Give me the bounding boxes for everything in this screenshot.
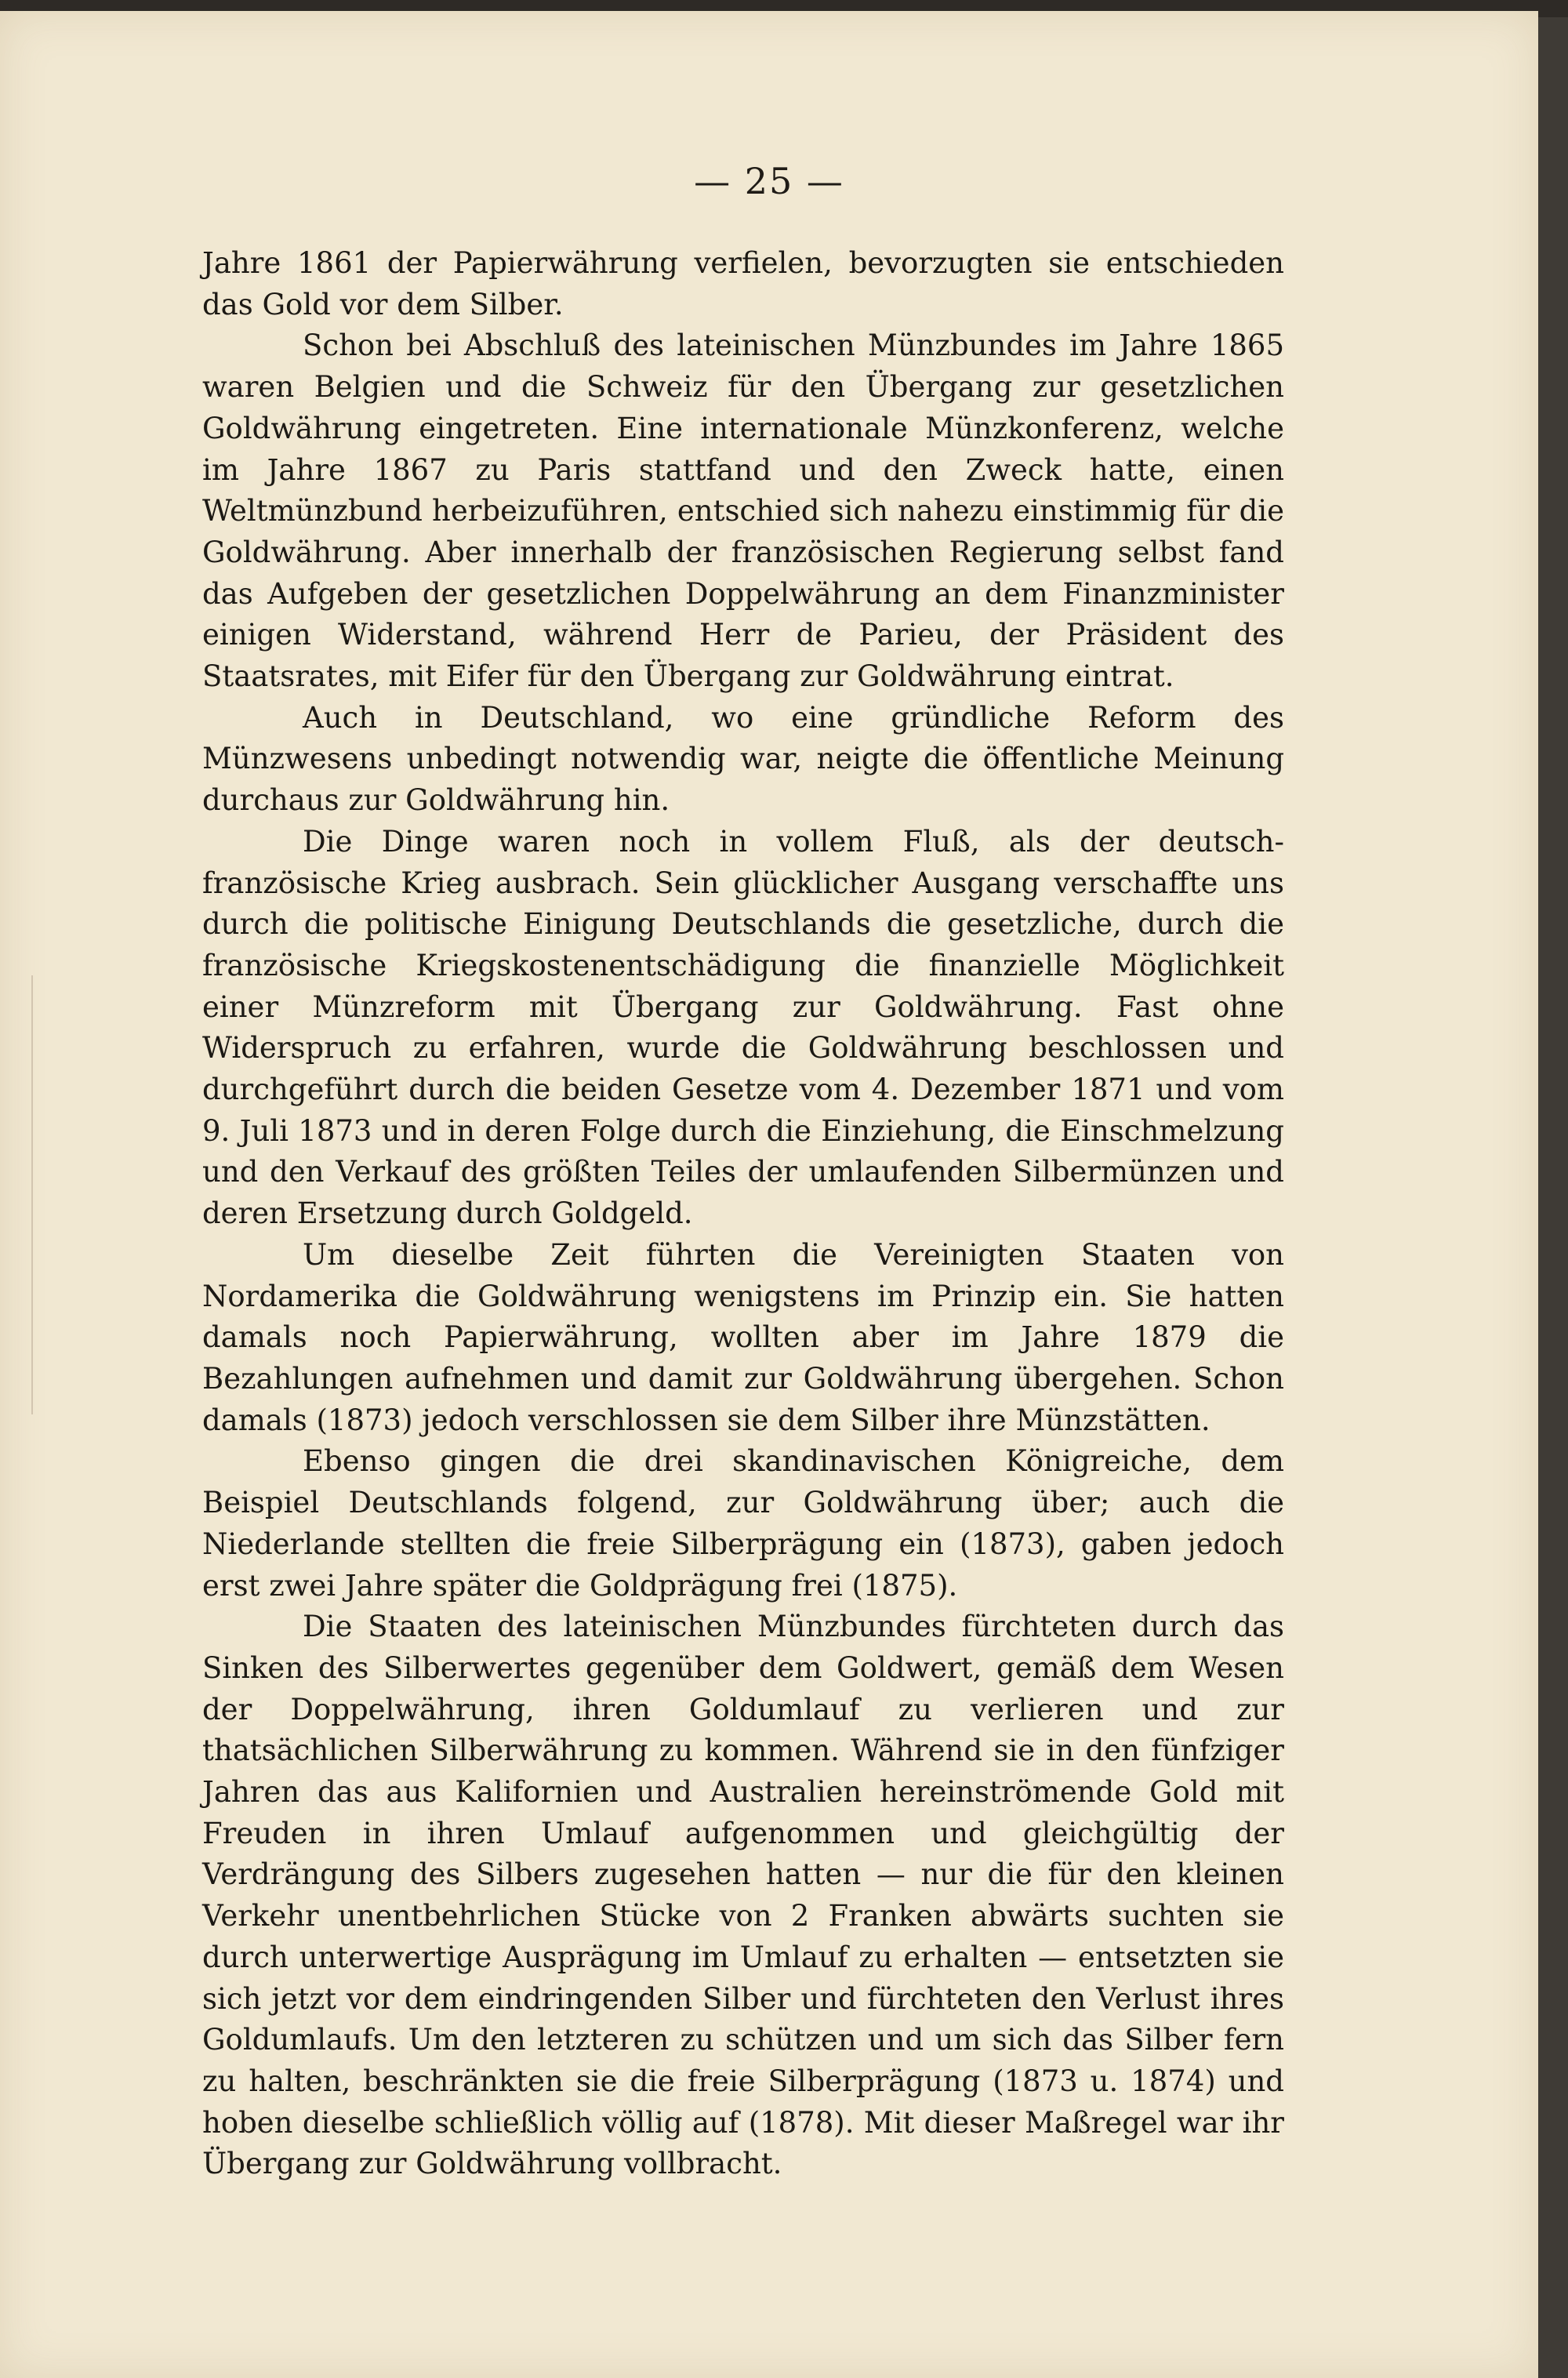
paragraph-latin-states: Die Staaten des lateinischen Münzbundes fürchteten durch das Sinken des Silberwertes gegenüber dem Goldwert, gemäß dem Wesen der Doppelwährung, ihren Goldumlauf zu verlieren und zur thatsächlichen Silberwährung zu kommen. Während sie in den fünfziger Jahren das aus Kalifornien und Australien hereinströmende Gold mit Freuden in ihren Umlauf aufgenommen und gleichgültig der Verdrängung des Silbers zugesehen hatten — nur die für den kleinen Verkehr unentbehrlichen Stücke von 2 Franken abwärts suchten sie durch unterwertige Ausprägung im Umlauf zu erhalten — entsetzten sie sich jetzt vor dem eindringenden Silber und fürchteten den Verlust ihres Goldumlaufs. Um den letzteren zu schützen und um sich das Silber fern zu halten, beschränkten sie die freie Silberprägung (1873 u. 1874) und hoben dieselbe schließlich völlig auf (1878). Mit dieser Maßregel war ihr Übergang zur Goldwährung vollbracht. (202, 1610, 1284, 2181)
paragraph-scandinavia: Ebenso gingen die drei skandinavischen Königreiche, dem Beispiel Deutschlands folgend, zur Goldwährung über; auch die Niederlande stellten die freie Silberprägung ein (1873), gaben jedoch erst zwei Jahre später die Goldprägung frei (1875). (202, 1444, 1284, 1603)
paragraph-united-states: Um dieselbe Zeit führten die Vereinigten Staaten von Nordamerika die Goldwährung wenigstens im Prinzip ein. Sie hatten damals noch Papierwährung, wollten aber im Jahre 1879 die Bezahlungen aufnehmen und damit zur Goldwährung übergehen. Schon damals (1873) jedoch verschlossen sie dem Silber ihre Münzstätten. (202, 1237, 1284, 1437)
margin-mark (31, 975, 33, 1414)
paragraph-war: Die Dinge waren noch in vollem Fluß, als der deutsch-französische Krieg ausbrach. Sein glücklicher Ausgang verschaffte uns durch die politische Einigung Deutschlands die gesetzliche, durch die französische Kriegskostenentschädigung die finanzielle Möglichkeit einer Münzreform mit Übergang zur Goldwährung. Fast ohne Widerspruch zu erfahren, wurde die Goldwährung beschlossen und durchgeführt durch die beiden Gesetze vom 4. Dezember 1871 und vom 9. Juli 1873 und in deren Folge durch die Einziehung, die Einschmelzung und den Verkauf des größten Teiles der umlaufenden Silbermünzen und deren Ersetzung durch Goldgeld. (202, 824, 1284, 1231)
paragraph-germany: Auch in Deutschland, wo eine gründliche Reform des Münzwesens unbedingt notwendig war, neigte die öffentliche Meinung durchaus zur Goldwährung hin. (202, 700, 1284, 818)
paragraph-latin-union: Schon bei Abschluß des lateinischen Münzbundes im Jahre 1865 waren Belgien und die Schweiz für den Übergang zur gesetzlichen Goldwährung eingetreten. Eine internationale Münzkonferenz, welche im Jahre 1867 zu Paris stattfand und den Zweck hatte, einen Weltmünzbund herbeizuführen, entschied sich nahezu einstimmig für die Goldwährung. Aber innerhalb der französischen Regierung selbst fand das Aufgeben der gesetzlichen Doppelwährung an dem Finanzminister einigen Widerstand, während Herr de Parieu, der Präsident des Staatsrates, mit Eifer für den Übergang zur Goldwährung eintrat. (202, 329, 1284, 694)
paragraph-continuation: Jahre 1861 der Papierwährung verfielen, bevorzugten sie entschieden das Gold vor dem Silber. (202, 246, 1284, 321)
body-text (202, 243, 1284, 2185)
page-number: — 25 — (694, 160, 844, 202)
book-page (0, 11, 1538, 2378)
